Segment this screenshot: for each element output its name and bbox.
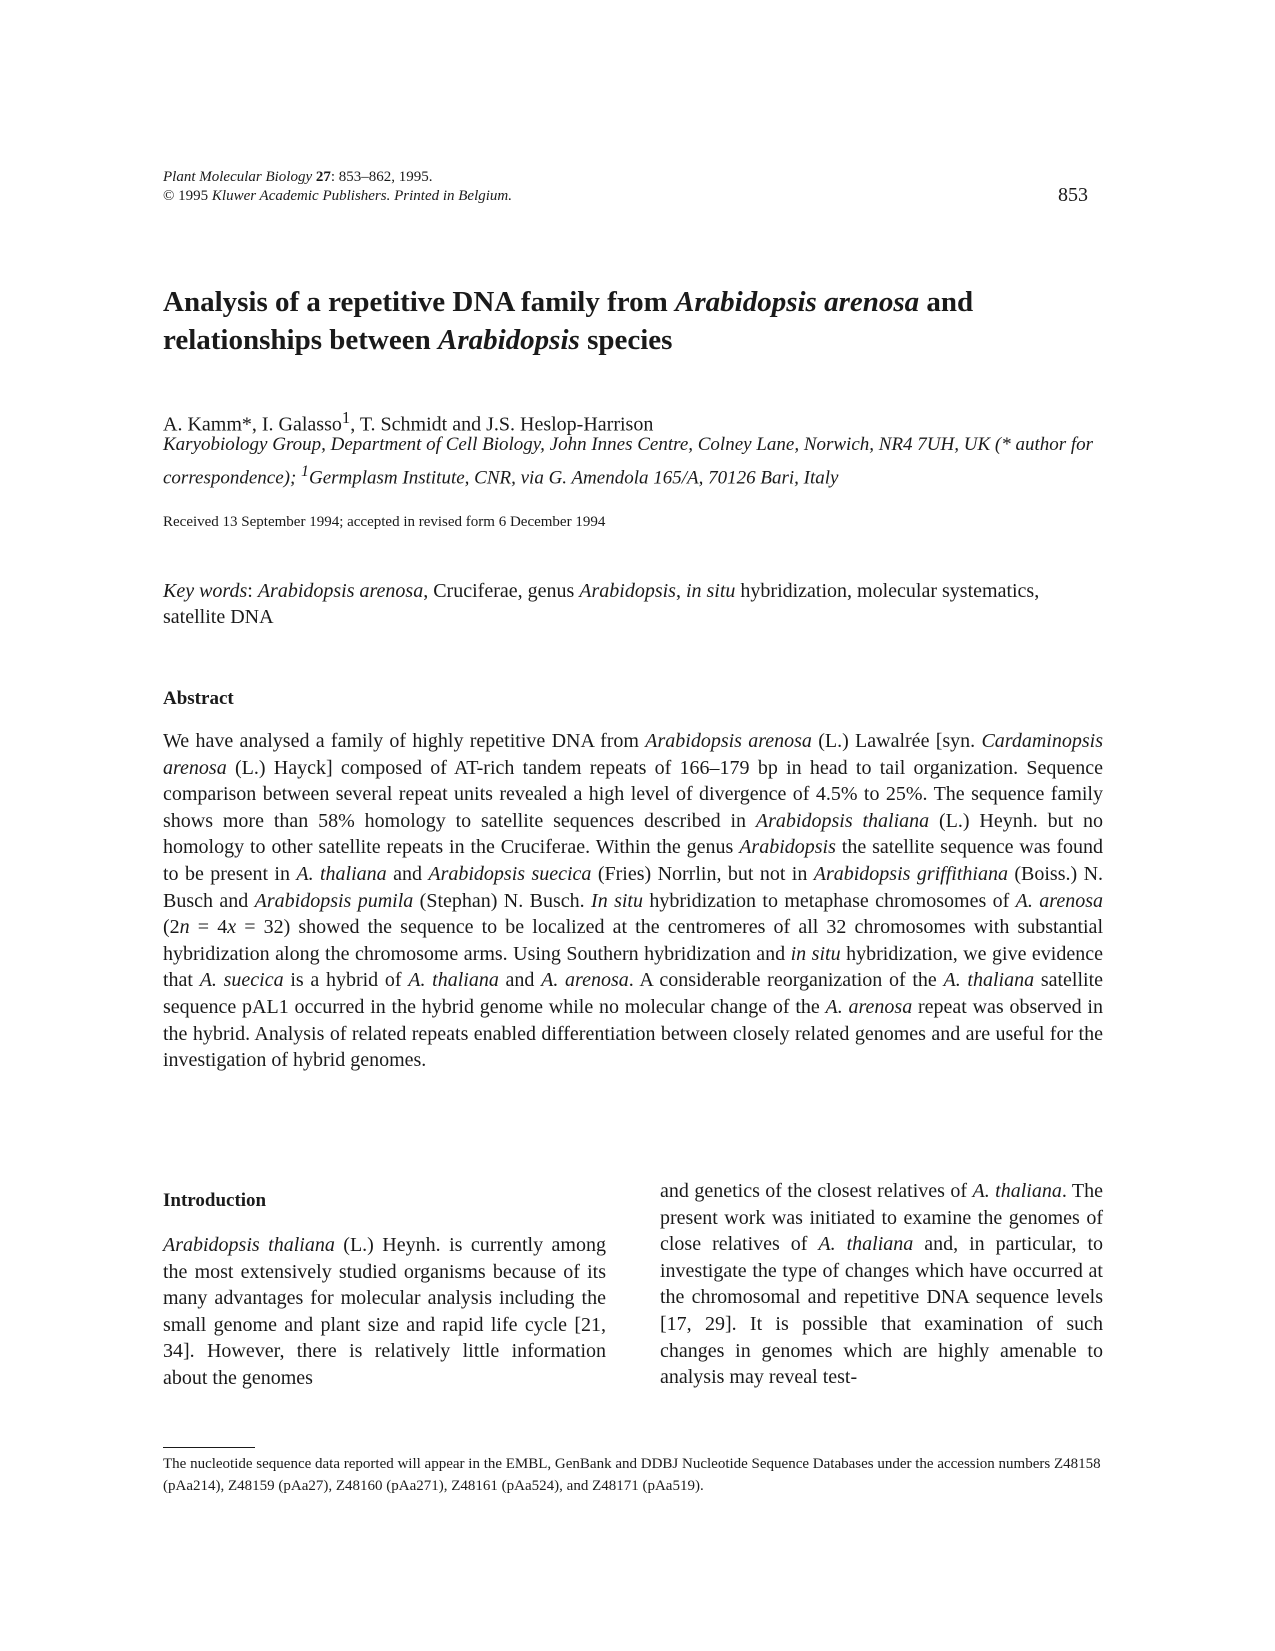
affiliation: [163, 431, 1123, 491]
intro-text: (L.) Heynh. is currently among the most extensively studied organisms because of its many advantages for molecular analysis including the small genome and plant size and rapid life cycle [21, 34]. However, there is relatively little information about the genomes: [163, 1234, 606, 1389]
intro-species: Arabidopsis thaliana: [163, 1234, 335, 1256]
abstract-text: hybridization to metaphase chromosomes of: [642, 889, 1016, 912]
abstract-text: (Fries) Norrlin, but not in: [591, 862, 814, 885]
title-species: Arabidopsis: [437, 324, 580, 356]
keywords: Key words: Arabidopsis arenosa, Cruciferae, genus Arabidopsis, in situ hybridization, molecular systematics, satellite DNA: [163, 580, 1040, 628]
abstract-species: Cardaminopsis arenosa: [163, 730, 1103, 779]
keywords-label: Key words: [163, 580, 248, 602]
keyword-item: Arabidopsis arenosa: [257, 580, 424, 602]
abstract-body: [163, 728, 1103, 1074]
title-text: and relationships between: [163, 286, 974, 356]
received-dates: Received 13 September 1994; accepted in revised form 6 December 1994: [163, 514, 606, 530]
publisher: Kluwer Academic Publishers. Printed in Belgium.: [211, 188, 513, 204]
abstract-text: (Stephan) N. Busch.: [413, 889, 592, 912]
abstract-text: the satellite sequence was found to be present in: [163, 836, 1104, 885]
author-text: A. Kamm*, I. Galasso: [163, 413, 342, 436]
author-superscript: 1: [341, 408, 351, 427]
abstract-species: A. thaliana: [408, 969, 499, 992]
page-number: 853: [1058, 184, 1088, 206]
abstract-text: = 4: [189, 916, 228, 939]
keyword-item: Arabidopsis: [579, 580, 676, 602]
abstract-species: Arabidopsis thaliana: [755, 809, 930, 832]
abstract-text: (L.) Hayck] composed of AT-rich tandem repeats of 166–179 bp in head to tail organization. Sequence comparison between several repeat units revealed a high level of divergence of 4.5% to 25%. The sequence family shows more than 58% homology to satellite sequences described in: [163, 756, 1103, 832]
paper-title: [163, 283, 1103, 359]
title-species: Arabidopsis arenosa: [675, 286, 920, 318]
abstract-species: In situ: [591, 889, 643, 912]
abstract-species: Arabidopsis arenosa: [645, 730, 812, 752]
journal-header: [163, 168, 512, 206]
keyword-item: , Cruciferae, genus: [423, 580, 580, 602]
abstract-math: n: [179, 916, 190, 939]
title-text: Analysis of a repetitive DNA family from: [163, 286, 676, 318]
abstract-species: A. thaliana: [296, 862, 387, 885]
abstract-species: Arabidopsis: [739, 836, 836, 859]
intro-text: . The present work was initiated to examine the genomes of close relatives of: [660, 1180, 1104, 1256]
copyright-prefix: © 1995: [163, 188, 212, 204]
introduction-left-column: [163, 1232, 606, 1392]
keyword-item: in situ: [685, 580, 736, 602]
keyword-item: hybridization, molecular systematics, satellite DNA: [163, 580, 1040, 628]
footnote-rule: [163, 1447, 255, 1448]
affiliation-text: Germplasm Institute, CNR, via G. Amendola 165/A, 70126 Bari, Italy: [308, 467, 839, 489]
abstract-text: (L.) Lawalrée [syn.: [811, 730, 982, 752]
abstract-heading: Abstract: [163, 688, 234, 709]
abstract-species: A. arenosa: [541, 969, 629, 992]
intro-text: and, in particular, to investigate the type of changes which have occurred at the chromosomal and repetitive DNA sequence levels [17, 29]. It is possible that examination of such changes in genomes which are highly amenable to analysis may reveal test-: [660, 1233, 1104, 1389]
introduction-heading: Introduction: [163, 1190, 267, 1211]
abstract-species: in situ: [790, 942, 841, 965]
keyword-sep: ,: [675, 580, 686, 602]
abstract-math: x: [227, 916, 237, 939]
author-text: , T. Schmidt and J.S. Heslop-Harrison: [350, 413, 654, 436]
abstract-text: (2: [163, 916, 180, 939]
affiliation-text: Karyobiology Group, Department of Cell Biology, John Innes Centre, Colney Lane, Norwich, NR4 7UH, UK (* author for correspondence);: [163, 434, 1094, 489]
abstract-species: A. suecica: [199, 969, 284, 992]
journal-pages: : 853–862, 1995.: [330, 169, 433, 185]
intro-species: A. thaliana: [818, 1233, 914, 1256]
abstract-text: repeat was observed in the hybrid. Analysis of related repeats enabled differentiation between closely related genomes and are useful for the investigation of hybrid genomes.: [163, 995, 1103, 1072]
introduction-right-column: [660, 1178, 1103, 1391]
footnote: The nucleotide sequence data reported will appear in the EMBL, GenBank and DDBJ Nucleotide Sequence Databases under the accession numbers Z48158 (pAa214), Z48159 (pAa27), Z48160 (pAa271), Z48161 (pAa524), and Z48171 (pAa519).: [163, 1456, 1101, 1494]
abstract-species: A. thaliana: [943, 969, 1035, 992]
abstract-text: and: [386, 862, 429, 885]
abstract-text: = 32) showed the sequence to be localized at the centromeres of all 32 chromosomes with substantial hybridization along the chromosome arms. Using Southern hybridization and: [163, 916, 1103, 965]
abstract-species: Arabidopsis suecica: [428, 862, 592, 885]
abstract-text: We have analysed a family of highly repetitive DNA from: [163, 730, 646, 752]
intro-text: and genetics of the closest relatives of: [660, 1180, 973, 1202]
abstract-text: (Boiss.) N. Busch and: [163, 862, 1104, 912]
journal-name: Plant Molecular Biology: [163, 169, 313, 185]
title-text: species: [579, 324, 673, 356]
abstract-text: and: [498, 969, 542, 992]
abstract-species: Arabidopsis pumila: [254, 889, 414, 912]
abstract-text: is a hybrid of: [283, 969, 409, 992]
abstract-species: A. arenosa: [1015, 889, 1103, 912]
abstract-text: . A considerable reorganization of the: [628, 969, 944, 992]
abstract-species: Arabidopsis griffithiana: [813, 862, 1008, 885]
abstract-text: hybridization, we give evidence that: [163, 942, 1103, 992]
journal-volume: 27: [315, 169, 331, 185]
copyright-line: [163, 187, 512, 206]
abstract-text: satellite sequence pAL1 occurred in the hybrid genome while no molecular change of the: [163, 969, 1104, 1018]
affiliation-superscript: 1: [301, 463, 309, 480]
intro-species: A. thaliana: [972, 1180, 1062, 1202]
journal-citation: [163, 168, 512, 187]
abstract-text: (L.) Heynh. but no homology to other satellite repeats in the Cruciferae. Within the genus: [163, 809, 1103, 859]
abstract-species: A. arenosa: [825, 995, 913, 1018]
